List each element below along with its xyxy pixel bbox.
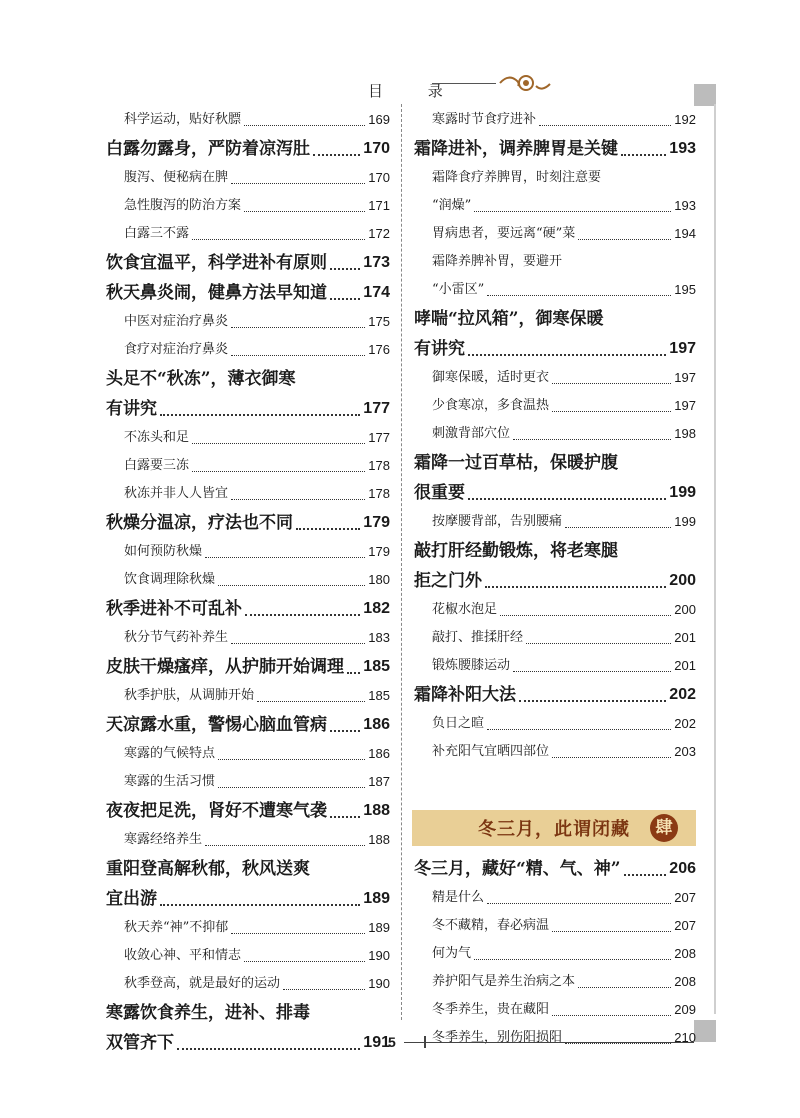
dot-leader xyxy=(177,1048,360,1050)
toc-entry-title: 刺激背部穴位 xyxy=(432,426,511,441)
toc-section-entry[interactable] xyxy=(106,424,390,452)
toc-entry-page: 185 xyxy=(363,658,390,675)
toc-section-entry[interactable] xyxy=(106,164,390,192)
toc-chapter-entry[interactable] xyxy=(106,394,390,424)
toc-entry-page: 210 xyxy=(674,1030,696,1045)
toc-entry-page: 192 xyxy=(674,112,696,127)
toc-section-entry[interactable] xyxy=(414,364,696,392)
toc-entry-page: 171 xyxy=(368,198,390,213)
toc-entry-page: 197 xyxy=(669,340,696,357)
toc-section-entry[interactable] xyxy=(106,826,390,854)
toc-entry-page: 188 xyxy=(368,832,390,847)
footer-rule xyxy=(404,1042,694,1043)
toc-entry-title: 寒露的生活习惯 xyxy=(124,774,216,789)
dot-leader xyxy=(231,643,365,644)
toc-entry-title: 很重要 xyxy=(414,483,465,503)
toc-entry-title: 寒露饮食养生，进补、排毒 xyxy=(106,1003,310,1023)
section-banner xyxy=(412,810,696,846)
toc-section-entry[interactable] xyxy=(106,914,390,942)
toc-entry-page: 190 xyxy=(368,948,390,963)
page-edge-bar xyxy=(714,104,716,1014)
toc-section-entry[interactable] xyxy=(106,308,390,336)
toc-entry-page: 202 xyxy=(674,716,696,731)
toc-entry-page: 183 xyxy=(368,630,390,645)
toc-entry-page: 178 xyxy=(368,486,390,501)
toc-section-entry[interactable] xyxy=(414,940,696,968)
toc-entry-title: 锻炼腰膝运动 xyxy=(432,658,511,673)
toc-entry-page: 189 xyxy=(368,920,390,935)
dot-leader xyxy=(245,614,360,616)
toc-entry-title: 白露三不露 xyxy=(124,226,190,241)
dot-leader xyxy=(244,125,365,126)
toc-entry-title: 急性腹泻的防治方案 xyxy=(124,198,242,213)
toc-left-column xyxy=(106,106,390,1058)
toc-chapter-entry[interactable] xyxy=(414,566,696,596)
column-divider xyxy=(401,104,402,1020)
toc-chapter-entry[interactable] xyxy=(106,854,390,884)
dot-leader xyxy=(552,383,671,384)
toc-section-entry[interactable] xyxy=(414,164,696,192)
toc-entry-title: 寒露经络养生 xyxy=(124,832,203,847)
dot-leader xyxy=(565,527,671,528)
toc-entry-page: 191 xyxy=(363,1034,390,1051)
toc-section-entry[interactable] xyxy=(414,1024,696,1052)
toc-entry-page: 177 xyxy=(368,430,390,445)
toc-entry-title: 冬季养生，别伤阳损阳 xyxy=(432,1030,563,1045)
dot-leader xyxy=(330,730,360,732)
toc-entry-title: 冬季养生，贵在藏阳 xyxy=(432,1002,550,1017)
toc-entry-title: 拒之门外 xyxy=(414,571,482,591)
toc-entry-page: 207 xyxy=(674,890,696,905)
toc-chapter-entry[interactable] xyxy=(106,796,390,826)
toc-entry-title: 秋天养“神”不抑郁 xyxy=(124,920,229,935)
dot-leader xyxy=(552,411,671,412)
toc-section-entry[interactable] xyxy=(414,106,696,134)
dot-leader xyxy=(296,528,360,530)
toc-chapter-entry[interactable] xyxy=(106,364,390,394)
toc-chapter-entry[interactable] xyxy=(414,448,696,478)
toc-section-entry[interactable] xyxy=(414,968,696,996)
toc-section-entry[interactable] xyxy=(414,508,696,536)
toc-section-entry[interactable] xyxy=(106,624,390,652)
toc-entry-title: 秋天鼻炎闹，健鼻方法早知道 xyxy=(106,283,327,303)
toc-section-entry[interactable] xyxy=(106,336,390,364)
toc-entry-title: 秋冻并非人人皆宜 xyxy=(124,486,229,501)
dot-leader xyxy=(218,759,365,760)
dot-leader xyxy=(578,239,671,240)
toc-chapter-entry[interactable] xyxy=(106,248,390,278)
page-number: 5 xyxy=(388,1034,396,1050)
dot-leader xyxy=(218,585,365,586)
toc-entry-title: 秋分节气药补养生 xyxy=(124,630,229,645)
dot-leader xyxy=(513,439,671,440)
toc-entry-page: 200 xyxy=(669,572,696,589)
toc-entry-title: 哮喘“拉风箱”，御寒保暖 xyxy=(414,309,604,329)
dot-leader xyxy=(487,295,671,296)
dot-leader xyxy=(231,933,365,934)
toc-entry-title: 饮食宜温平，科学进补有原则 xyxy=(106,253,327,273)
toc-entry-title: “润燥” xyxy=(432,198,472,213)
toc-entry-title: 霜降食疗养脾胃，时刻注意要 xyxy=(432,170,602,185)
dot-leader xyxy=(244,211,365,212)
dot-leader xyxy=(578,987,671,988)
dot-leader xyxy=(519,700,666,702)
section-banner-title: 冬三月，此谓闭藏 xyxy=(478,819,630,840)
toc-section-entry[interactable] xyxy=(414,596,696,624)
toc-section-entry[interactable] xyxy=(106,480,390,508)
dot-leader xyxy=(485,586,666,588)
dot-leader xyxy=(231,499,365,500)
toc-entry-page: 208 xyxy=(674,946,696,961)
toc-entry-page: 203 xyxy=(674,744,696,759)
toc-entry-page: 170 xyxy=(368,170,390,185)
toc-entry-title: 负日之暄 xyxy=(432,716,485,731)
dot-leader xyxy=(160,414,360,416)
toc-entry-title: 双管齐下 xyxy=(106,1033,174,1053)
dot-leader xyxy=(231,183,365,184)
toc-section-entry[interactable] xyxy=(106,538,390,566)
toc-entry-page: 200 xyxy=(674,602,696,617)
dot-leader xyxy=(192,239,365,240)
toc-section-entry[interactable] xyxy=(414,220,696,248)
toc-entry-page: 198 xyxy=(674,426,696,441)
toc-section-entry[interactable] xyxy=(106,970,390,998)
dot-leader xyxy=(487,903,671,904)
toc-entry-title: 天凉露水重，警惕心脑血管病 xyxy=(106,715,327,735)
toc-entry-page: 175 xyxy=(368,314,390,329)
toc-entry-page: 201 xyxy=(674,630,696,645)
toc-section-entry[interactable] xyxy=(414,884,696,912)
toc-entry-page: 189 xyxy=(363,890,390,907)
toc-entry-page: 208 xyxy=(674,974,696,989)
toc-section-entry[interactable] xyxy=(414,420,696,448)
toc-chapter-entry[interactable] xyxy=(414,478,696,508)
toc-entry-title: 秋季进补不可乱补 xyxy=(106,599,242,619)
dot-leader xyxy=(624,874,667,876)
toc-entry-page: 176 xyxy=(368,342,390,357)
toc-entry-page: 187 xyxy=(368,774,390,789)
toc-section-entry[interactable] xyxy=(414,276,696,304)
dot-leader xyxy=(231,327,365,328)
toc-entry-page: 177 xyxy=(363,400,390,417)
toc-section-entry[interactable] xyxy=(106,768,390,796)
toc-right-column-winter xyxy=(414,854,696,1052)
toc-section-entry[interactable] xyxy=(414,248,696,276)
dot-leader xyxy=(552,1015,671,1016)
dot-leader xyxy=(257,701,365,702)
toc-chapter-entry[interactable] xyxy=(106,594,390,624)
toc-section-entry[interactable] xyxy=(414,996,696,1024)
toc-entry-page: 173 xyxy=(363,254,390,271)
toc-entry-title: 敲打、推揉肝经 xyxy=(432,630,524,645)
toc-section-entry[interactable] xyxy=(414,192,696,220)
toc-chapter-entry[interactable] xyxy=(414,334,696,364)
toc-entry-title: 冬三月，藏好“精、气、神” xyxy=(414,859,621,879)
toc-chapter-entry[interactable] xyxy=(106,278,390,308)
toc-section-entry[interactable] xyxy=(414,624,696,652)
toc-entry-title: 按摩腰背部，告别腰痛 xyxy=(432,514,563,529)
dot-leader xyxy=(474,959,671,960)
toc-entry-page: 193 xyxy=(669,140,696,157)
toc-chapter-entry[interactable] xyxy=(414,536,696,566)
dot-leader xyxy=(205,845,365,846)
page-tab-marker xyxy=(694,84,716,106)
dot-leader xyxy=(218,787,365,788)
toc-entry-title: 霜降进补，调养脾胃是关键 xyxy=(414,139,618,159)
toc-entry-page: 199 xyxy=(674,514,696,529)
toc-section-entry[interactable] xyxy=(414,738,696,766)
toc-entry-title: 头足不“秋冻”，薄衣御寒 xyxy=(106,369,296,389)
dot-leader xyxy=(347,672,360,674)
toc-section-entry[interactable] xyxy=(414,710,696,738)
toc-entry-page: 190 xyxy=(368,976,390,991)
page-tab-marker-bottom xyxy=(694,1020,716,1042)
toc-entry-title: 何为气 xyxy=(432,946,472,961)
dot-leader xyxy=(330,298,360,300)
dot-leader xyxy=(283,989,365,990)
toc-entry-title: 宜出游 xyxy=(106,889,157,909)
toc-chapter-entry[interactable] xyxy=(106,508,390,538)
toc-chapter-entry[interactable] xyxy=(106,134,390,164)
toc-entry-page: 170 xyxy=(363,140,390,157)
toc-entry-title: 敲打肝经勤锻炼，将老寒腿 xyxy=(414,541,618,561)
toc-entry-title: 重阳登高解秋郁，秋风送爽 xyxy=(106,859,310,879)
toc-entry-page: 186 xyxy=(368,746,390,761)
toc-entry-title: “小雷区” xyxy=(432,282,485,297)
toc-entry-page: 199 xyxy=(669,484,696,501)
toc-entry-page: 182 xyxy=(363,600,390,617)
toc-entry-title: 秋季登高，就是最好的运动 xyxy=(124,976,281,991)
dot-leader xyxy=(565,1043,671,1044)
toc-chapter-entry[interactable] xyxy=(106,652,390,682)
toc-section-entry[interactable] xyxy=(106,220,390,248)
toc-entry-page: 197 xyxy=(674,370,696,385)
toc-right-column xyxy=(414,106,696,766)
toc-chapter-entry[interactable] xyxy=(414,854,696,884)
toc-entry-title: 花椒水泡足 xyxy=(432,602,498,617)
toc-entry-page: 207 xyxy=(674,918,696,933)
toc-entry-page: 172 xyxy=(368,226,390,241)
toc-section-entry[interactable] xyxy=(414,912,696,940)
toc-entry-title: 不冻头和足 xyxy=(124,430,190,445)
toc-entry-title: 白露勿露身，严防着凉泻肚 xyxy=(106,139,310,159)
toc-entry-page: 179 xyxy=(363,514,390,531)
toc-entry-page: 174 xyxy=(363,284,390,301)
toc-section-entry[interactable] xyxy=(106,942,390,970)
toc-entry-page: 201 xyxy=(674,658,696,673)
dot-leader xyxy=(474,211,671,212)
toc-entry-title: 有讲究 xyxy=(106,399,157,419)
toc-entry-title: 皮肤干燥瘙痒，从护肺开始调理 xyxy=(106,657,344,677)
toc-entry-title: 食疗对症治疗鼻炎 xyxy=(124,342,229,357)
toc-entry-title: 有讲究 xyxy=(414,339,465,359)
toc-entry-title: 夜夜把足洗，肾好不遭寒气袭 xyxy=(106,801,327,821)
dot-leader xyxy=(205,557,365,558)
toc-section-entry[interactable] xyxy=(106,452,390,480)
dot-leader xyxy=(330,268,360,270)
toc-entry-page: 169 xyxy=(368,112,390,127)
toc-entry-page: 179 xyxy=(368,544,390,559)
toc-entry-title: 寒露时节食疗进补 xyxy=(432,112,537,127)
toc-chapter-entry[interactable] xyxy=(106,710,390,740)
toc-entry-title: 养护阳气是养生治病之本 xyxy=(432,974,576,989)
toc-entry-title: 胃病患者，要远离“硬”菜 xyxy=(432,226,576,241)
toc-chapter-entry[interactable] xyxy=(106,884,390,914)
dot-leader xyxy=(513,671,671,672)
dot-leader xyxy=(244,961,365,962)
toc-entry-title: 腹泻、便秘病在脾 xyxy=(124,170,229,185)
page-header-title: 目 录 xyxy=(368,82,463,100)
toc-section-entry[interactable] xyxy=(106,740,390,768)
toc-entry-title: 寒露的气候特点 xyxy=(124,746,216,761)
dot-leader xyxy=(552,931,671,932)
dot-leader xyxy=(192,443,365,444)
toc-entry-title: 中医对症治疗鼻炎 xyxy=(124,314,229,329)
dot-leader xyxy=(231,355,365,356)
toc-entry-title: 霜降一过百草枯，保暖护腹 xyxy=(414,453,618,473)
toc-entry-page: 193 xyxy=(674,198,696,213)
toc-entry-title: 冬不藏精，春必病温 xyxy=(432,918,550,933)
toc-entry-page: 178 xyxy=(368,458,390,473)
dot-leader xyxy=(552,757,671,758)
dot-leader xyxy=(468,498,666,500)
toc-entry-title: 少食寒凉，多食温热 xyxy=(432,398,550,413)
toc-entry-page: 194 xyxy=(674,226,696,241)
dot-leader xyxy=(539,125,671,126)
toc-entry-title: 霜降补阳大法 xyxy=(414,685,516,705)
dot-leader xyxy=(500,615,671,616)
toc-entry-title: 秋燥分温凉，疗法也不同 xyxy=(106,513,293,533)
section-seal-icon: 肆 xyxy=(650,814,678,842)
toc-entry-title: 秋季护肤，从调肺开始 xyxy=(124,688,255,703)
toc-entry-page: 186 xyxy=(363,716,390,733)
dot-leader xyxy=(468,354,666,356)
toc-chapter-entry[interactable] xyxy=(106,1028,390,1058)
toc-section-entry[interactable] xyxy=(414,652,696,680)
toc-chapter-entry[interactable] xyxy=(414,304,696,334)
dot-leader xyxy=(330,816,360,818)
dot-leader xyxy=(526,643,671,644)
toc-entry-title: 御寒保暖，适时更衣 xyxy=(432,370,550,385)
toc-entry-page: 188 xyxy=(363,802,390,819)
dot-leader xyxy=(487,729,671,730)
dot-leader xyxy=(621,154,666,156)
toc-entry-page: 185 xyxy=(368,688,390,703)
toc-chapter-entry[interactable] xyxy=(106,998,390,1028)
toc-entry-title: 如何预防秋燥 xyxy=(124,544,203,559)
toc-entry-title: 白露要三冻 xyxy=(124,458,190,473)
toc-entry-page: 202 xyxy=(669,686,696,703)
toc-chapter-entry[interactable] xyxy=(414,134,696,164)
toc-entry-title: 饮食调理除秋燥 xyxy=(124,572,216,587)
toc-entry-title: 霜降养脾补胃，要避开 xyxy=(432,254,563,269)
toc-section-entry[interactable] xyxy=(414,392,696,420)
header-rule xyxy=(432,83,496,84)
dot-leader xyxy=(313,154,360,156)
toc-section-entry[interactable] xyxy=(106,566,390,594)
toc-entry-title: 补充阳气宜晒四部位 xyxy=(432,744,550,759)
toc-entry-page: 195 xyxy=(674,282,696,297)
toc-section-entry[interactable] xyxy=(106,106,390,134)
toc-entry-page: 206 xyxy=(669,860,696,877)
toc-entry-title: 收敛心神、平和情志 xyxy=(124,948,242,963)
cloud-ornament-icon xyxy=(496,70,556,96)
toc-entry-page: 209 xyxy=(674,1002,696,1017)
toc-entry-page: 197 xyxy=(674,398,696,413)
toc-entry-title: 精是什么 xyxy=(432,890,485,905)
toc-entry-page: 180 xyxy=(368,572,390,587)
toc-chapter-entry[interactable] xyxy=(414,680,696,710)
toc-entry-title: 科学运动，贴好秋膘 xyxy=(124,112,242,127)
dot-leader xyxy=(192,471,365,472)
dot-leader xyxy=(160,904,360,906)
toc-section-entry[interactable] xyxy=(106,192,390,220)
toc-section-entry[interactable] xyxy=(106,682,390,710)
